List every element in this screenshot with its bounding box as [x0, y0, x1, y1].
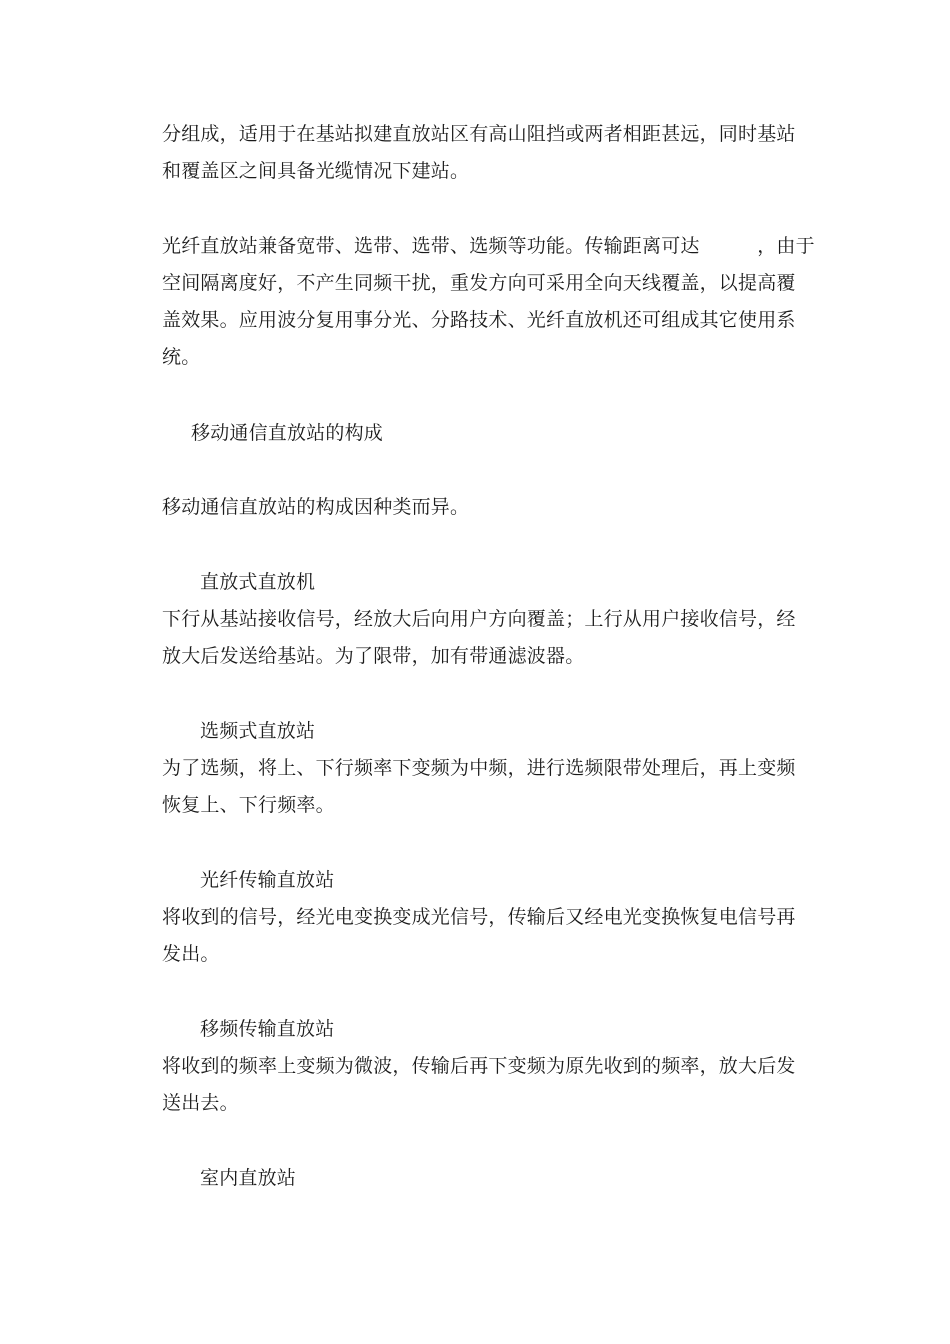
- subsection-text-line: 恢复上、下行频率。: [162, 794, 335, 816]
- subsection-text-line: 送出去。: [162, 1092, 239, 1114]
- subsection-heading-frequency-selective: 选频式直放站: [200, 720, 316, 742]
- subsection-text-line: 下行从基站接收信号，经放大后向用户方向覆盖；上行从用户接收信号，经: [162, 608, 796, 630]
- section-heading: 移动通信直放站的构成: [191, 422, 384, 444]
- subsection-text-line: 发出。: [162, 943, 220, 965]
- paragraph-1-line-2: 和覆盖区之间具备光缆情况下建站。: [162, 160, 470, 182]
- subsection-text-line: 将收到的信号，经光电变换变成光信号，传输后又经电光变换恢复电信号再: [162, 906, 796, 928]
- subsection-heading-direct-amplifier: 直放式直放机: [200, 571, 316, 593]
- subsection-heading-fiber-transmission: 光纤传输直放站: [200, 869, 335, 891]
- section-intro: 移动通信直放站的构成因种类而异。: [162, 496, 470, 518]
- paragraph-2-line-4: 统。: [162, 346, 201, 368]
- paragraph-2-line-1: 光纤直放站兼备宽带、选带、选带、选频等功能。传输距离可达 ，由于: [162, 235, 815, 257]
- paragraph-1-line-1: 分组成，适用于在基站拟建直放站区有高山阻挡或两者相距甚远，同时基站: [162, 123, 796, 145]
- paragraph-2-line-2: 空间隔离度好，不产生同频干扰，重发方向可采用全向天线覆盖，以提高覆: [162, 272, 796, 294]
- subsection-text-line: 将收到的频率上变频为微波，传输后再下变频为原先收到的频率，放大后发: [162, 1055, 796, 1077]
- subsection-text-line: 放大后发送给基站。为了限带，加有带通滤波器。: [162, 645, 585, 667]
- subsection-heading-indoor: 室内直放站: [200, 1167, 297, 1189]
- paragraph-2-line-3: 盖效果。应用波分复用事分光、分路技术、光纤直放机还可组成其它使用系: [162, 309, 796, 331]
- subsection-heading-frequency-shift: 移频传输直放站: [200, 1018, 335, 1040]
- subsection-text-line: 为了选频，将上、下行频率下变频为中频，进行选频限带处理后，再上变频: [162, 757, 796, 779]
